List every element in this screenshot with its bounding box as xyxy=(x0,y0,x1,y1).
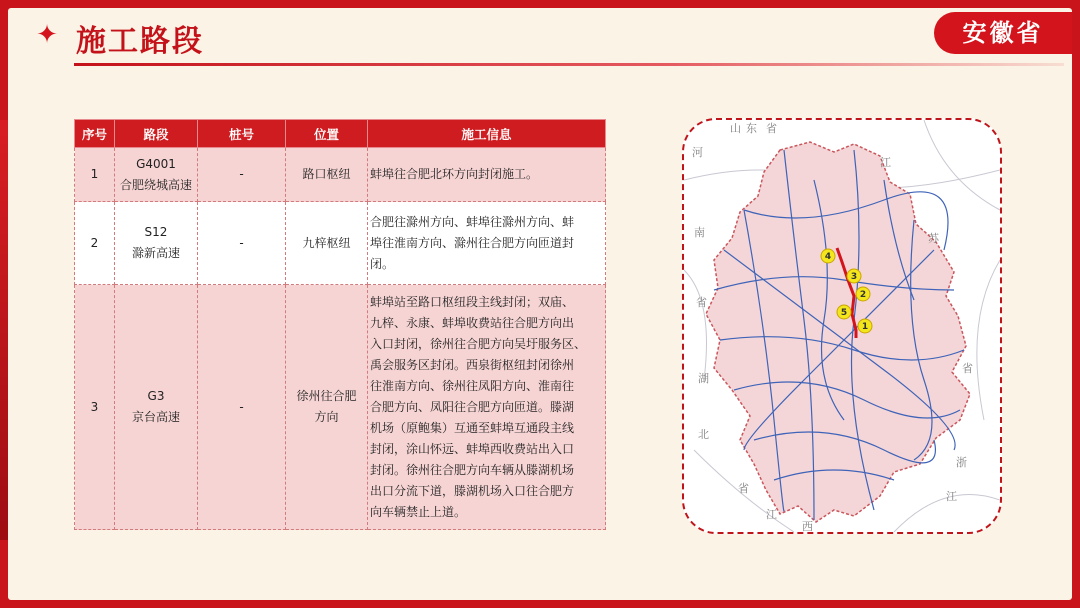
title-divider xyxy=(74,63,1064,66)
map-label: 北 xyxy=(698,428,709,441)
row-index: 3 xyxy=(75,285,115,530)
map-label: 西 xyxy=(802,520,813,532)
info-cell xyxy=(368,202,606,285)
info-line: 入口封闭，徐州往合肥方向吴圩服务区、 xyxy=(370,336,587,351)
location-cell xyxy=(286,285,368,530)
map-label: 省 xyxy=(696,296,707,309)
map-label: 南 xyxy=(694,226,705,239)
map-label: 省 xyxy=(962,362,973,375)
location-line: 徐州往合肥 xyxy=(296,389,357,403)
map-label: 江 xyxy=(946,490,957,503)
decoration-strip xyxy=(0,120,8,540)
table-row xyxy=(75,202,606,285)
map-label: 苏 xyxy=(928,232,939,245)
road-name: 京台高速 xyxy=(131,410,180,424)
location-cell xyxy=(286,148,368,202)
info-cell xyxy=(368,148,606,202)
road-code: G4001 xyxy=(136,156,176,171)
map-label: 江 xyxy=(766,508,777,521)
info-line: 封闭。徐州往合肥方向车辆从滕湖机场 xyxy=(370,462,575,477)
row-index: 2 xyxy=(75,202,115,285)
marker-5-label: 5 xyxy=(840,308,848,318)
info-line: 蚌埠站至路口枢纽段主线封闭；双庙、 xyxy=(370,294,575,309)
info-line: 出口分流下道，滕湖机场入口往合肥方 xyxy=(370,483,575,498)
marker-3-label: 3 xyxy=(850,272,858,282)
marker-5 xyxy=(837,305,851,319)
construction-table xyxy=(74,119,606,530)
stake-cell: - xyxy=(198,202,286,285)
stake-cell: - xyxy=(198,285,286,530)
marker-4-label: 4 xyxy=(824,252,832,262)
location-cell xyxy=(286,202,368,285)
marker-1-label: 1 xyxy=(861,322,869,332)
column-header: 位置 xyxy=(286,120,368,148)
map-svg xyxy=(684,120,1000,532)
map-label: 河 xyxy=(692,146,703,159)
marker-4 xyxy=(821,249,835,263)
info-line: 往淮南方向、徐州往凤阳方向、淮南往 xyxy=(370,378,575,393)
info-line: 九梓、永康、蚌埠收费站往合肥方向出 xyxy=(370,315,575,330)
table-row xyxy=(75,285,606,530)
road-cell xyxy=(115,148,198,202)
marker-1 xyxy=(858,319,872,333)
info-line: 向车辆禁止上道。 xyxy=(370,504,467,519)
table-row xyxy=(75,148,606,202)
marker-2-label: 2 xyxy=(859,290,867,300)
star-icon: ✦ xyxy=(36,20,58,50)
map-label: 东 xyxy=(746,122,757,135)
location-line: 路口枢纽 xyxy=(302,167,351,181)
road-cell xyxy=(115,285,198,530)
map-label: 浙 xyxy=(956,456,967,469)
page-title: 施工路段 xyxy=(76,24,204,59)
info-line: 封闭，涂山怀远、蚌埠西收费站出入口 xyxy=(370,441,575,456)
map-label: 湖 xyxy=(698,372,709,385)
info-cell xyxy=(368,285,606,530)
column-header: 施工信息 xyxy=(368,120,606,148)
table-header-row xyxy=(75,120,606,148)
info-line: 闭。 xyxy=(370,256,395,271)
info-line: 埠往淮南方向、滁州往合肥方向匝道封 xyxy=(370,235,575,250)
road-name: 滁新高速 xyxy=(131,246,180,260)
road-cell xyxy=(115,202,198,285)
location-line: 九梓枢纽 xyxy=(302,235,351,250)
marker-2 xyxy=(856,287,870,301)
map-label: 山 xyxy=(730,122,741,135)
column-header: 序号 xyxy=(75,120,115,148)
info-line: 蚌埠往合肥北环方向封闭施工。 xyxy=(370,167,539,181)
province-badge: 安徽省 xyxy=(934,12,1072,54)
column-header: 路段 xyxy=(115,120,198,148)
column-header: 桩号 xyxy=(198,120,286,148)
row-index: 1 xyxy=(75,148,115,202)
marker-3 xyxy=(847,269,861,283)
road-name: 合肥绕城高速 xyxy=(119,177,192,192)
location-line: 方向 xyxy=(314,410,339,424)
map-label: 省 xyxy=(738,482,749,495)
province-map xyxy=(682,118,1002,534)
map-label: 江 xyxy=(880,156,891,169)
road-code: G3 xyxy=(147,389,165,403)
info-line: 禹会服务区封闭。西泉街枢纽封闭徐州 xyxy=(370,357,575,372)
map-label: 省 xyxy=(766,122,777,135)
province-outline xyxy=(706,142,970,522)
stake-cell: - xyxy=(198,148,286,202)
road-code: S12 xyxy=(144,225,168,239)
info-line: 合肥往滁州方向、蚌埠往滁州方向、蚌 xyxy=(370,214,575,229)
info-line: 机场（原鲍集）互通至蚌埠互通段主线 xyxy=(370,420,575,435)
info-line: 合肥方向、凤阳往合肥方向匝道。滕湖 xyxy=(370,399,575,414)
